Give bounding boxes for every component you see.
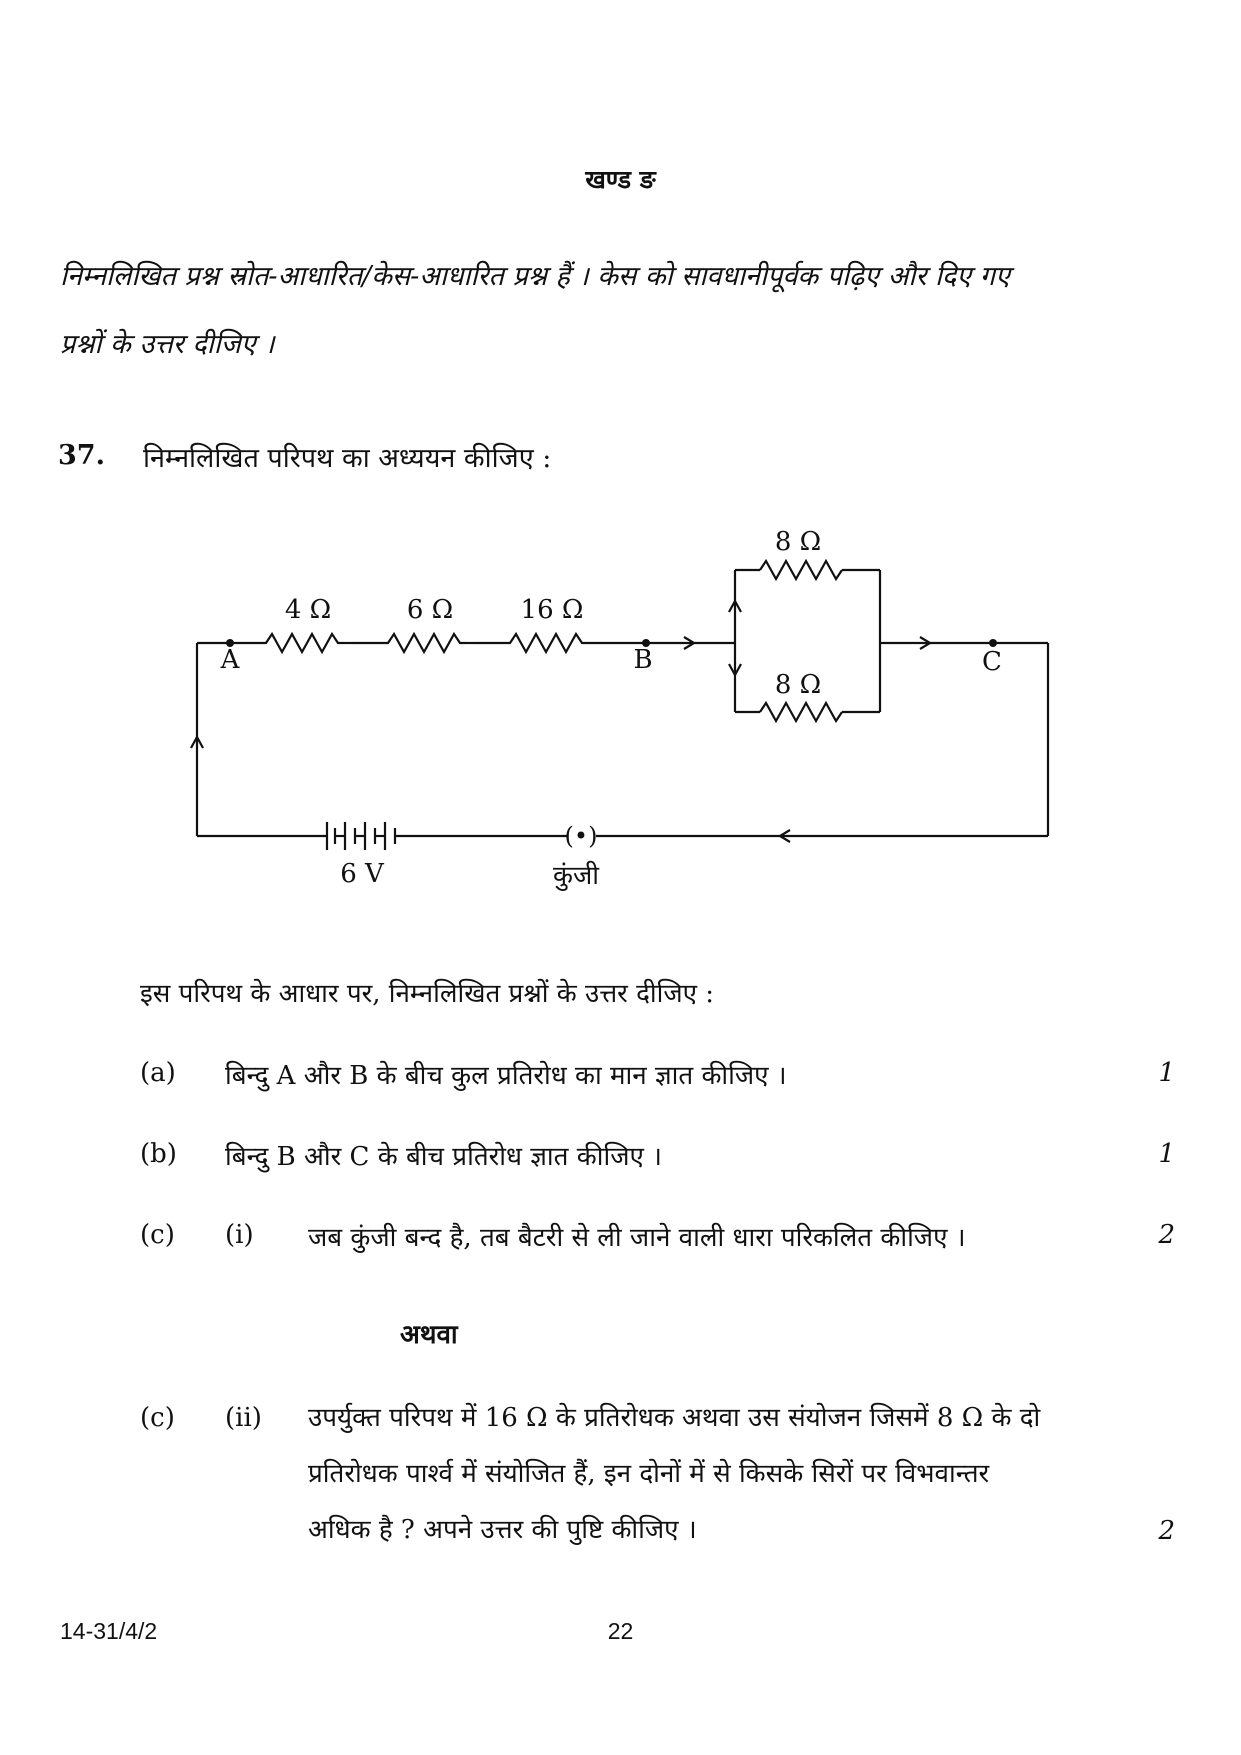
section-title: खण्ड ङ: [585, 165, 656, 194]
question-number: 37.: [58, 440, 105, 471]
point-c-label: C: [982, 647, 1002, 677]
item-c1-marks: 2: [1158, 1220, 1175, 1250]
item-c2-line-2: प्रतिरोधक पार्श्व में संयोजित हैं, इन दोनों में से किसके सिरों पर विभवान्तर: [308, 1459, 990, 1489]
item-a-label: (a): [140, 1058, 176, 1088]
point-a-label: A: [220, 645, 240, 675]
item-c2-line-3: अधिक है ? अपने उत्तर की पुष्टि कीजिए ।: [308, 1515, 697, 1545]
item-a-marks: 1: [1158, 1058, 1175, 1088]
point-c-dot: [989, 639, 997, 647]
resistor-label-4: 4 Ω: [284, 595, 332, 625]
item-b-label: (b): [140, 1139, 177, 1169]
resistor-label-8-top: 8 Ω: [774, 527, 822, 557]
instructions-line-2: प्रश्नों के उत्तर दीजिए ।: [60, 329, 275, 360]
item-c1-label: (c): [140, 1220, 175, 1250]
resistor-label-16: 16 Ω: [520, 595, 584, 625]
item-a-text: बिन्दु A और B के बीच कुल प्रतिरोध का मान ज्ञात कीजिए ।: [225, 1061, 787, 1091]
resistor-label-6: 6 Ω: [406, 595, 454, 625]
item-c2-label: (c): [140, 1403, 175, 1433]
point-b-label: B: [633, 645, 653, 675]
battery-label: 6 V: [340, 859, 384, 889]
item-b-marks: 1: [1158, 1139, 1175, 1169]
item-c1-text: जब कुंजी बन्द है, तब बैटरी से ली जाने वाली धारा परिकलित कीजिए ।: [308, 1223, 966, 1253]
item-c1-sublabel: (i): [225, 1220, 254, 1250]
resistor-label-8-bottom: 8 Ω: [774, 670, 822, 700]
or-heading: अथवा: [400, 1320, 458, 1350]
key-label: कुंजी: [553, 861, 599, 891]
battery-icon: [327, 822, 395, 850]
lead-text: इस परिपथ के आधार पर, निम्नलिखित प्रश्नों के उत्तर दीजिए :: [140, 979, 715, 1009]
item-c2-sublabel: (ii): [225, 1403, 262, 1433]
resistor-4-ohm-icon: [230, 634, 344, 652]
resistor-16-ohm-icon: [474, 634, 590, 652]
item-c2-line-1: उपर्युक्त परिपथ में 16 Ω के प्रतिरोधक अथवा उस संयोजन जिसमें 8 Ω के दो: [308, 1403, 1041, 1433]
question-text: निम्नलिखित परिपथ का अध्ययन कीजिए :: [143, 443, 552, 474]
instructions-line-1: निम्नलिखित प्रश्न स्रोत-आधारित/केस-आधारित प्रश्न हैं । केस को सावधानीपूर्वक पढ़िए और दिए गए: [60, 261, 1010, 292]
resistor-8-ohm-bottom-icon: [760, 703, 842, 721]
footer-code: 14-31/4/2: [60, 1618, 158, 1644]
resistor-8-ohm-top-icon: [760, 561, 842, 579]
item-c2-marks: 2: [1158, 1516, 1175, 1546]
item-b-text: बिन्दु B और C के बीच प्रतिरोध ज्ञात कीजिए ।: [225, 1142, 662, 1172]
resistor-6-ohm-icon: [352, 634, 466, 652]
key-symbol: (•): [564, 822, 598, 850]
footer-page-number: 22: [607, 1618, 634, 1644]
